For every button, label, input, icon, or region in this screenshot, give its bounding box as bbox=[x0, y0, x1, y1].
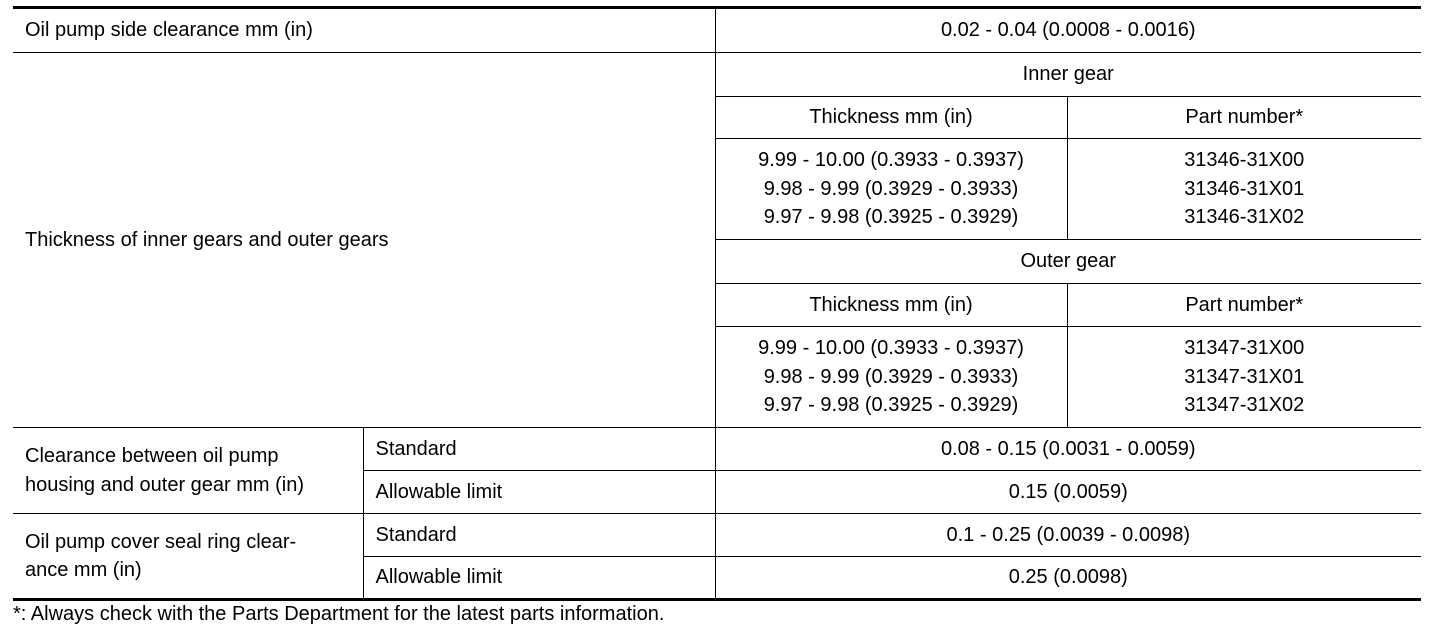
outer-part-3: 31347-31X02 bbox=[1184, 394, 1305, 417]
outer-thickness-3: 9.97 - 9.98 (0.3925 - 0.3929) bbox=[763, 394, 1019, 417]
housing-clearance-label-line1: Clearance between oil pump bbox=[25, 445, 279, 467]
seal-standard-row bbox=[13, 514, 1421, 557]
seal-ring-label-line1: Oil pump cover seal ring clear- bbox=[25, 530, 297, 553]
inner-part-3: 31346-31X02 bbox=[1184, 206, 1305, 229]
housing-standard-row bbox=[13, 428, 1421, 471]
seal-standard-label: Standard bbox=[363, 514, 715, 557]
inner-thickness-2: 9.98 - 9.99 (0.3929 - 0.3933) bbox=[763, 177, 1019, 200]
inner-part-1: 31346-31X00 bbox=[1184, 149, 1305, 172]
seal-limit-label: Allowable limit bbox=[363, 557, 715, 600]
outer-part-1: 31347-31X00 bbox=[1184, 337, 1305, 360]
inner-part-2: 31346-31X01 bbox=[1184, 177, 1305, 200]
inner-thickness-1: 9.99 - 10.00 (0.3933 - 0.3937) bbox=[758, 149, 1024, 172]
inner-thickness-3: 9.97 - 9.98 (0.3925 - 0.3929) bbox=[763, 206, 1019, 229]
outer-part-2: 31347-31X01 bbox=[1184, 365, 1305, 388]
outer-part-values bbox=[1067, 327, 1421, 428]
oil-pump-spec-table bbox=[13, 6, 1421, 601]
inner-gear-title-row bbox=[13, 53, 1421, 97]
outer-thickness-1: 9.99 - 10.00 (0.3933 - 0.3937) bbox=[758, 337, 1024, 360]
side-clearance-label: Oil pump side clearance mm (in) bbox=[13, 8, 715, 53]
housing-limit-label: Allowable limit bbox=[363, 471, 715, 514]
spec-table-container bbox=[13, 6, 1421, 601]
gear-thickness-label: Thickness of inner gears and outer gears bbox=[13, 53, 715, 428]
housing-limit-value: 0.15 (0.0059) bbox=[715, 471, 1421, 514]
housing-clearance-label-line2: housing and outer gear mm (in) bbox=[25, 473, 305, 496]
parts-footnote: *: Always check with the Parts Department for the latest parts information. bbox=[13, 603, 665, 625]
seal-standard-value: 0.1 - 0.25 (0.0039 - 0.0098) bbox=[715, 514, 1421, 557]
housing-standard-value: 0.08 - 0.15 (0.0031 - 0.0059) bbox=[715, 428, 1421, 471]
side-clearance-value: 0.02 - 0.04 (0.0008 - 0.0016) bbox=[715, 8, 1421, 53]
inner-gear-title: Inner gear bbox=[715, 53, 1421, 97]
inner-thickness-header: Thickness mm (in) bbox=[715, 97, 1067, 139]
seal-limit-value: 0.25 (0.0098) bbox=[715, 557, 1421, 600]
seal-ring-clearance-label bbox=[13, 514, 363, 600]
outer-part-header: Part number* bbox=[1067, 284, 1421, 327]
outer-thickness-2: 9.98 - 9.99 (0.3929 - 0.3933) bbox=[763, 365, 1019, 388]
inner-part-values bbox=[1067, 139, 1421, 240]
housing-standard-label: Standard bbox=[363, 428, 715, 471]
inner-thickness-values bbox=[715, 139, 1067, 240]
housing-clearance-label bbox=[13, 428, 363, 514]
outer-thickness-values bbox=[715, 327, 1067, 428]
side-clearance-row bbox=[13, 8, 1421, 53]
seal-ring-label-line2: ance mm (in) bbox=[25, 559, 142, 581]
outer-thickness-header: Thickness mm (in) bbox=[715, 284, 1067, 327]
outer-gear-title: Outer gear bbox=[715, 240, 1421, 284]
inner-part-header: Part number* bbox=[1067, 97, 1421, 139]
